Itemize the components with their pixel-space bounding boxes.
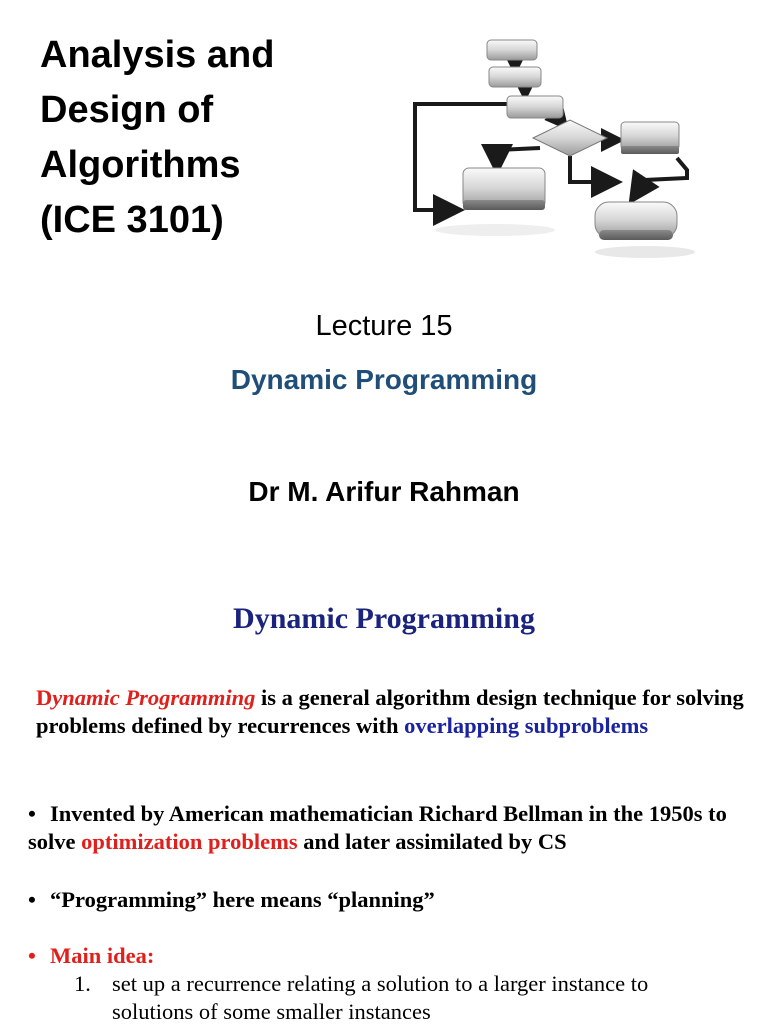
course-title-line-2: Design of (40, 89, 214, 131)
item-number: 1. (74, 971, 91, 996)
bullet-history (28, 800, 758, 856)
course-title-line-1: Analysis and (40, 34, 275, 76)
course-title-line-4: (ICE 3101) (40, 199, 224, 241)
slide-title: Dynamic Programming (233, 602, 535, 635)
term-initial: D (36, 685, 53, 710)
bullet-text-end: and later assimilated by CS (297, 829, 567, 854)
item-text-line-1: set up a recurrence relating a solution to a larger instance to (112, 971, 649, 996)
bullet-text: “Programming” here means “planning” (50, 887, 435, 912)
definition-text: is a general algorithm design technique for solving problems defined by recurrences with (36, 685, 744, 738)
item-text-line-2: solutions of some smaller instances (112, 999, 431, 1024)
lecture-topic: Dynamic Programming (230, 364, 538, 395)
lecture-number: Lecture 15 (315, 310, 453, 342)
term-rest: ynamic Programming (52, 685, 256, 710)
bullet-text: Invented by American mathematician Richard Bellman in the 1950s to solve (28, 801, 727, 854)
bullet-highlight: optimization problems (81, 829, 298, 854)
course-title-line-3: Algorithms (40, 144, 241, 186)
definition-highlight: overlapping subproblems (404, 713, 649, 738)
bullet-marker: • (28, 801, 36, 826)
bullet-main-idea (28, 942, 758, 970)
author-name: Dr M. Arifur Rahman (248, 476, 520, 507)
bullet-marker: • (28, 943, 36, 968)
bullet-programming (28, 886, 758, 914)
numbered-item (74, 970, 754, 1026)
definition-paragraph (36, 684, 756, 740)
content-slide (0, 580, 768, 1024)
flowchart-illustration (405, 30, 705, 260)
course-title (40, 28, 400, 248)
bullet-marker: • (28, 887, 36, 912)
bullet-text: Main idea: (50, 943, 155, 968)
